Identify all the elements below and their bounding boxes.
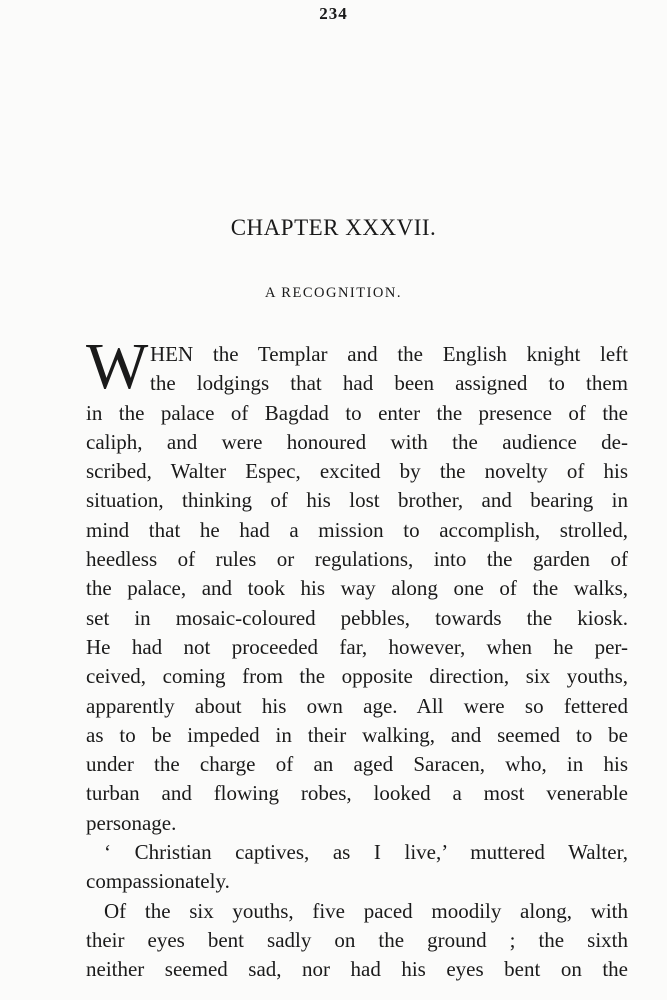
text-line: ceived, coming from the opposite direction, six youths, xyxy=(86,664,628,689)
text-line: their eyes bent sadly on the ground ; the sixth xyxy=(86,927,628,952)
text-line: He had not proceeded far, however, when he per- xyxy=(86,634,628,659)
text-line: in the palace of Bagdad to enter the presence of the xyxy=(86,400,628,425)
text-line: ‘ Christian captives, as I live,’ muttered Walter, xyxy=(104,840,628,865)
text-line: Of the six youths, five paced moodily along, with xyxy=(104,898,628,923)
chapter-title: CHAPTER XXXVII. xyxy=(230,215,437,240)
body-text xyxy=(86,340,628,985)
text-line: mind that he had a mission to accomplish, strolled, xyxy=(86,517,628,542)
chapter-subtitle: A RECOGNITION. xyxy=(265,285,402,301)
text-line: caliph, and were honoured with the audience de- xyxy=(86,429,628,454)
drop-cap: W xyxy=(86,330,149,403)
text-line: neither seemed sad, nor had his eyes bent on the xyxy=(86,957,628,982)
text-line: the palace, and took his way along one of the walks, xyxy=(86,576,628,601)
text-line: situation, thinking of his lost brother, and bearing in xyxy=(86,488,628,513)
text-line: set in mosaic-coloured pebbles, towards the kiosk. xyxy=(86,605,628,630)
text-line: apparently about his own age. All were so fettered xyxy=(86,693,628,718)
text-line: scribed, Walter Espec, excited by the novelty of his xyxy=(86,459,628,484)
text-line: HEN the Templar and the English knight left xyxy=(150,342,628,366)
text-line: as to be impeded in their walking, and seemed to be xyxy=(86,722,628,747)
text-line: the lodgings that had been assigned to them xyxy=(150,371,628,396)
text-line: turban and flowing robes, looked a most venerable xyxy=(86,781,628,806)
text-line: compassionately. xyxy=(86,869,230,894)
text-line: under the charge of an aged Saracen, who, in his xyxy=(86,752,628,777)
text-line: personage. xyxy=(86,810,177,835)
page-number: 234 xyxy=(319,4,348,23)
text-line: heedless of rules or regulations, into the garden of xyxy=(86,547,628,572)
